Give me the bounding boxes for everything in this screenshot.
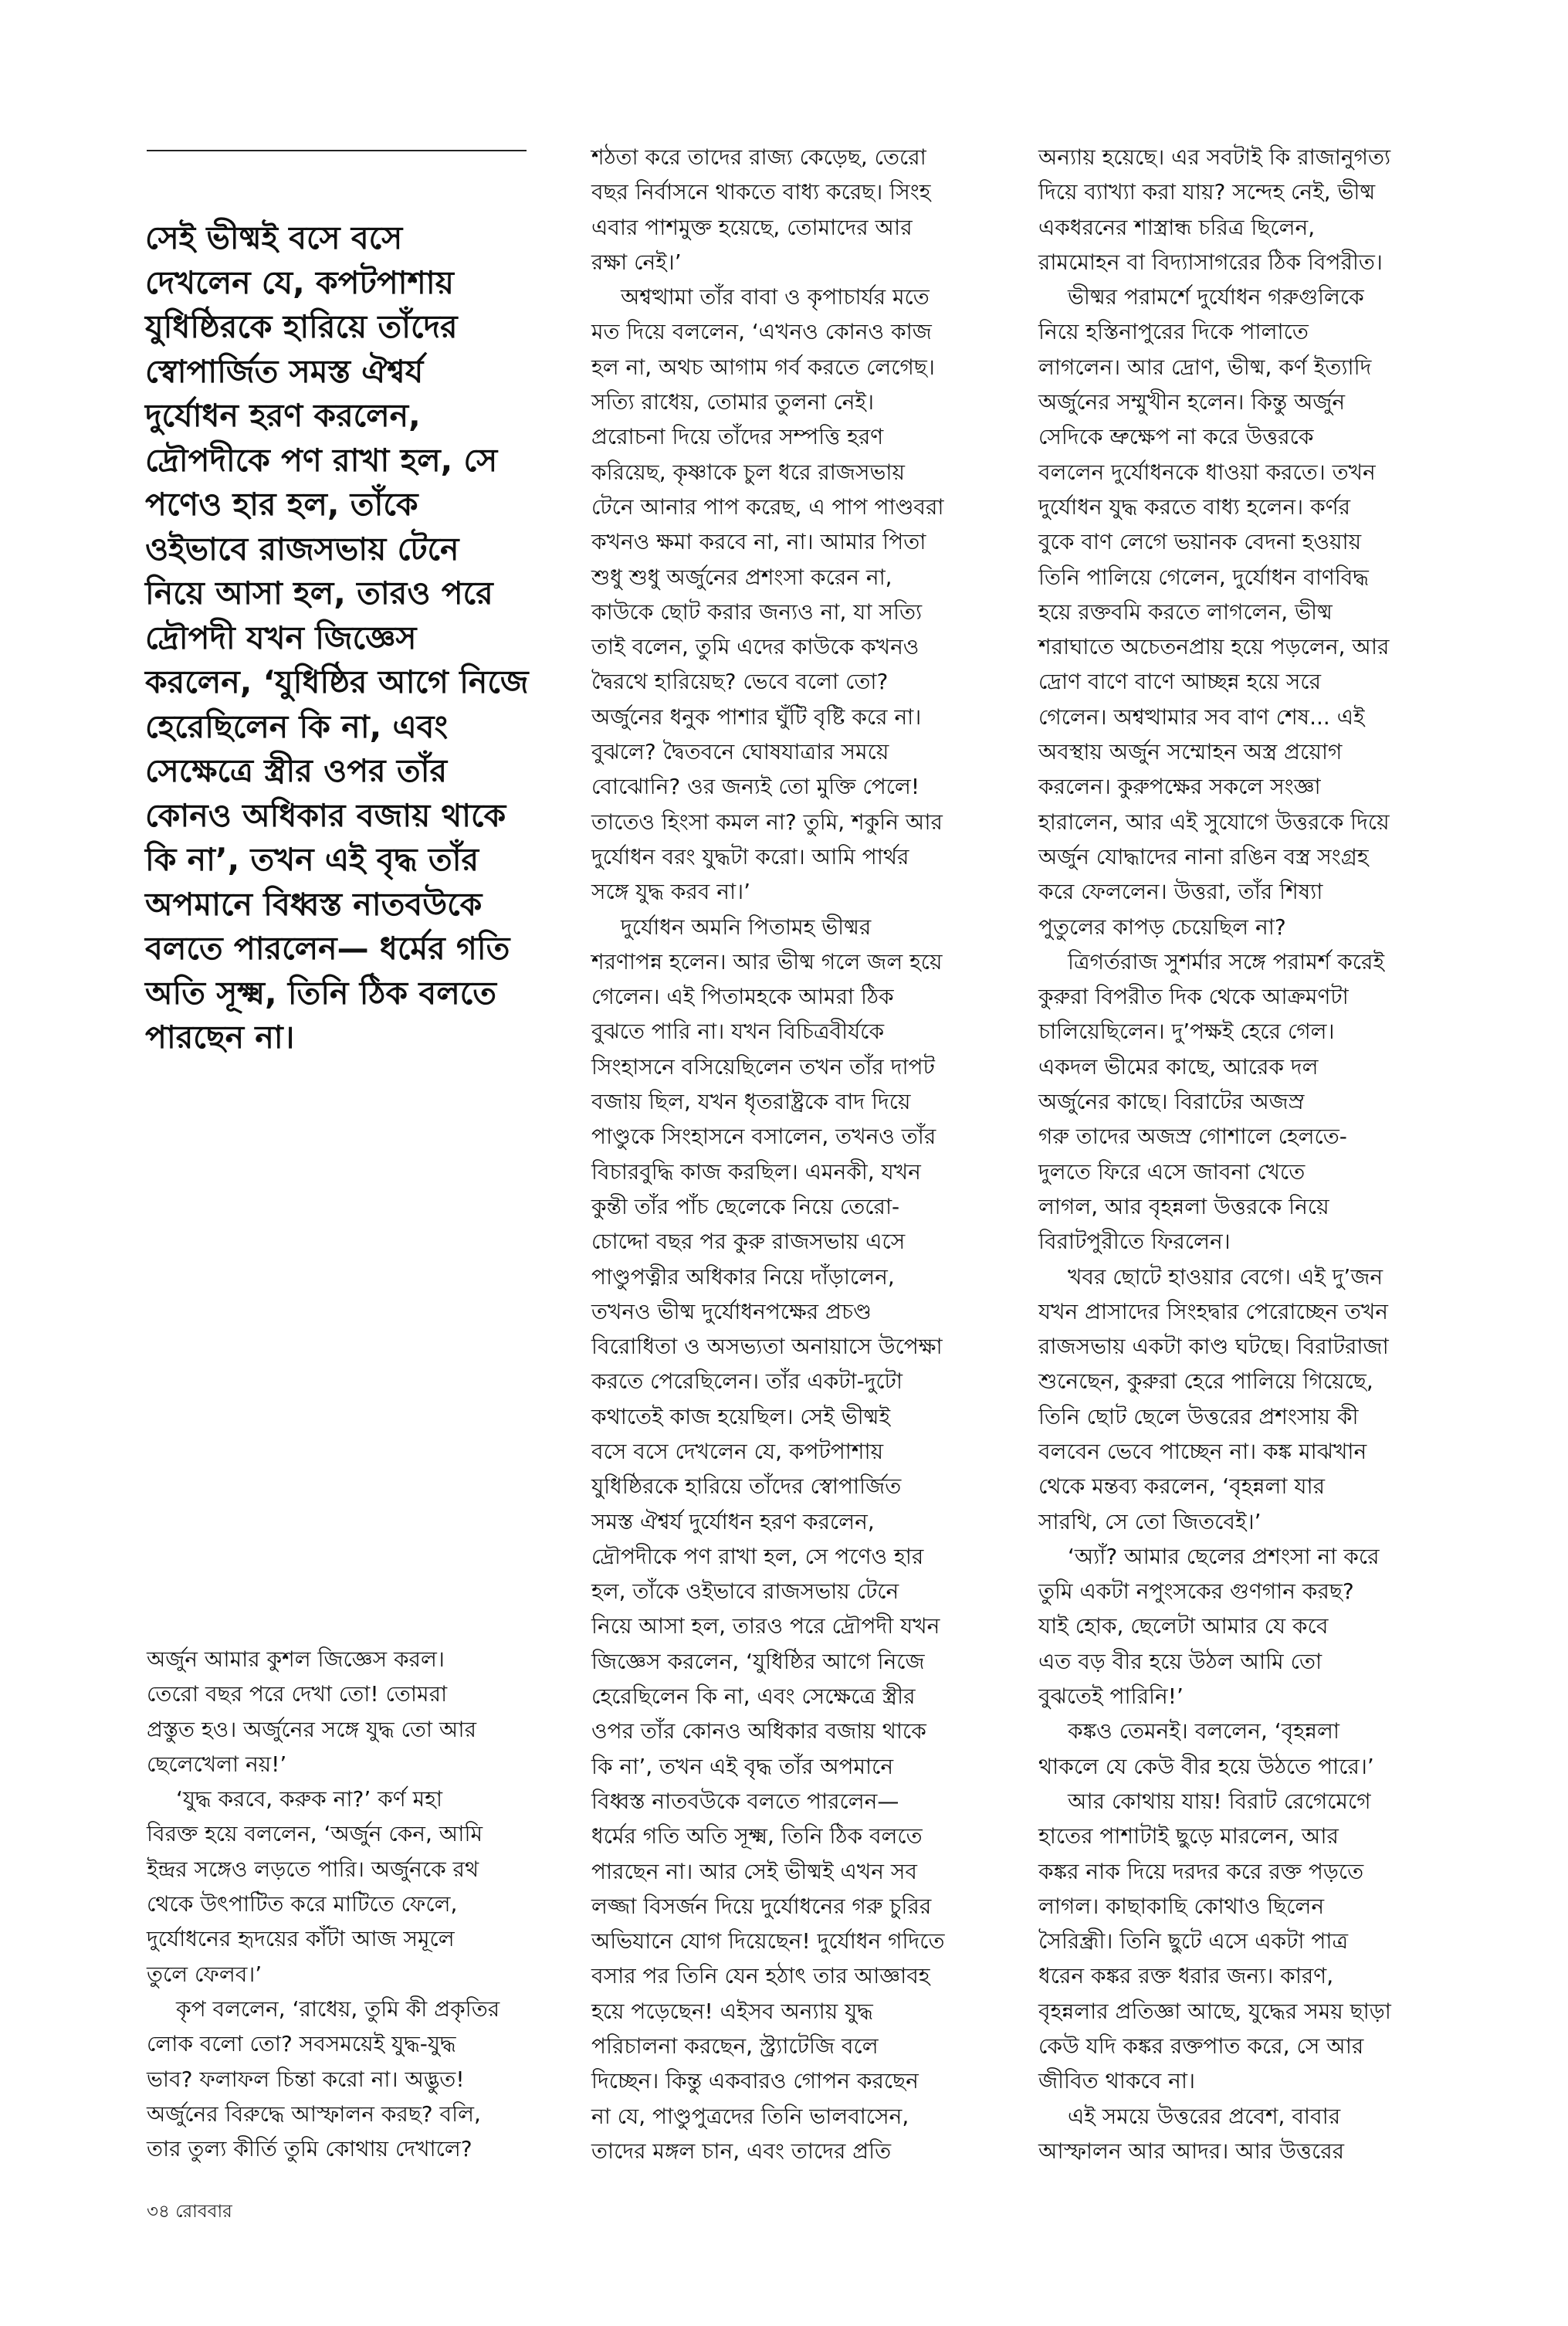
text-line: গেলেন। অশ্বত্থামার সব বাণ শেষ... এই: [1038, 704, 1365, 730]
text-line: চালিয়েছিলেন। দু’পক্ষই হেরে গেল।: [1038, 1019, 1335, 1045]
text-line: যাই হোক, ছেলেটা আমার যে কবে: [1038, 1613, 1329, 1639]
text-line: লোক বলো তো? সবসময়েই যুদ্ধ-যুদ্ধ: [147, 2031, 456, 2057]
text-line: করলেন। কুরুপক্ষের সকলে সংজ্ঞা: [1038, 774, 1321, 800]
pull-quote-line: সেই ভীষ্মই বসে বসে: [145, 219, 403, 256]
text-line: ইন্দ্রর সঙ্গেও লড়তে পারি। অর্জুনকে রথ: [147, 1856, 479, 1882]
text-line: দ্রৌপদীকে পণ রাখা হল, সে পণেও হার: [591, 1543, 924, 1569]
text-line: ‘যুদ্ধ করবে, করুক না?’ কর্ণ মহা: [176, 1786, 442, 1812]
text-line: তুলে ফেলব।’: [147, 1961, 262, 1987]
pull-quote-line: অতি সূক্ষ্ম, তিনি ঠিক বলতে: [145, 974, 496, 1012]
text-line: তেরো বছর পরে দেখা তো! তোমরা: [147, 1681, 448, 1707]
text-line: অর্জুন যোদ্ধাদের নানা রঙিন বস্ত্র সংগ্রহ: [1038, 843, 1369, 870]
text-line: খবর ছোটে হাওয়ার বেগে। এই দু’জন: [1068, 1263, 1383, 1290]
text-line: না যে, পাণ্ডুপুত্রদের তিনি ভালবাসেন,: [591, 2103, 909, 2129]
text-line: বিচারবুদ্ধি কাজ করছিল। এমনকী, যখন: [591, 1158, 921, 1185]
text-line: প্ররোচনা দিয়ে তাঁদের সম্পত্তি হরণ: [591, 424, 884, 450]
text-line: ওপর তাঁর কোনও অধিকার বজায় থাকে: [591, 1718, 926, 1744]
text-line: ভাব? ফলাফল চিন্তা করো না। অদ্ভুত!: [147, 2066, 465, 2092]
text-line: বিরাটপুরীতে ফিরলেন।: [1038, 1229, 1231, 1255]
text-line: তিনি ছোট ছেলে উত্তরের প্রশংসায় কী: [1038, 1403, 1359, 1429]
text-line: বসার পর তিনি যেন হঠাৎ তার আজ্ঞাবহ: [591, 1963, 930, 1989]
text-line: দুর্যোধনের হৃদয়ের কাঁটা আজ সমূলে: [147, 1926, 455, 1952]
text-line: করে ফেললেন। উত্তরা, তাঁর শিষ্যা: [1038, 879, 1323, 905]
text-line: কুরুরা বিপরীত দিক থেকে আক্রমণটা: [1038, 984, 1349, 1010]
text-line: এই সময়ে উত্তরের প্রবেশ, বাবার: [1068, 2103, 1341, 2129]
text-line: এবার পাশমুক্ত হয়েছে, তোমাদের আর: [591, 214, 913, 240]
text-line: বুকে বাণ লেগে ভয়ানক বেদনা হওয়ায়: [1038, 529, 1362, 555]
text-line: অভিযানে যোগ দিয়েছেন! দুর্যোধন গদিতে: [591, 1928, 945, 1955]
pull-quote-line: দেখলেন যে, কপটপাশায়: [145, 263, 454, 301]
text-line: বসে বসে দেখলেন যে, কপটপাশায়: [591, 1438, 884, 1464]
text-line: দিচ্ছেন। কিন্তু একবারও গোপন করছেন: [591, 2068, 919, 2094]
text-line: লজ্জা বিসর্জন দিয়ে দুর্যোধনের গরু চুরির: [591, 1893, 932, 1919]
text-line: সত্যি রাধেয়, তোমার তুলনা নেই।: [591, 389, 875, 415]
pull-quote-line: ওইভাবে রাজসভায় টেনে: [145, 530, 459, 568]
text-line: ধর্মের গতি অতি সূক্ষ্ম, তিনি ঠিক বলতে: [591, 1823, 923, 1850]
text-line: দিয়ে ব্যাখ্যা করা যায়? সন্দেহ নেই, ভীষ্ম: [1038, 179, 1376, 205]
text-line: পাণ্ডুকে সিংহাসনে বসালেন, তখনও তাঁর: [591, 1124, 936, 1150]
text-line: নিয়ে আসা হল, তারও পরে দ্রৌপদী যখন: [591, 1613, 940, 1639]
text-line: তাতেও হিংসা কমল না? তুমি, শকুনি আর: [591, 809, 943, 835]
text-line: দ্বৈরথে হারিয়েছ? ভেবে বলো তো?: [591, 669, 889, 695]
text-line: জীবিত থাকবে না।: [1038, 2068, 1195, 2094]
text-line: একধরনের শাস্ত্রান্ধ চরিত্র ছিলেন,: [1038, 214, 1316, 240]
text-line: অর্জুনের সম্মুখীন হলেন। কিন্তু অর্জুন: [1038, 389, 1346, 415]
text-line: দুর্যোধন অমনি পিতামহ ভীষ্মর: [621, 914, 872, 940]
text-line: ত্রিগর্তরাজ সুশর্মার সঙ্গে পরামর্শ করেই: [1068, 948, 1385, 975]
text-line: বিরক্ত হয়ে বললেন, ‘অর্জুন কেন, আমি: [147, 1821, 483, 1847]
text-line: এত বড় বীর হয়ে উঠল আমি তো: [1038, 1648, 1322, 1674]
pull-quote-line: বলতে পারলেন— ধর্মের গতি: [145, 930, 510, 967]
text-line: লাগলেন। আর দ্রোণ, ভীষ্ম, কর্ণ ইত্যাদি: [1038, 354, 1372, 380]
text-line: সঙ্গে যুদ্ধ করব না।’: [591, 879, 751, 905]
text-line: আস্ফালন আর আদর। আর উত্তরের: [1038, 2138, 1344, 2164]
text-line: তাই বলেন, তুমি এদের কাউকে কখনও: [591, 634, 919, 660]
text-line: বলবেন ভেবে পাচ্ছেন না। কঙ্ক মাঝখান: [1038, 1438, 1367, 1464]
text-line: থেকে মন্তব্য করলেন, ‘বৃহন্নলা যার: [1038, 1473, 1326, 1500]
pull-quote-line: করলেন, ‘যুধিষ্ঠির আগে নিজে: [145, 663, 529, 700]
text-line: অর্জুন আমার কুশল জিজ্ঞেস করল।: [147, 1646, 445, 1672]
text-line: বৃহন্নলার প্রতিজ্ঞা আছে, যুদ্ধের সময় ছাড়া: [1038, 1998, 1391, 2024]
text-line: অবস্থায় অর্জুন সম্মোহন অস্ত্র প্রয়োগ: [1038, 739, 1343, 765]
text-line: ছেলেখেলা নয়!’: [147, 1751, 287, 1777]
text-line: প্রস্তুত হও। অর্জুনের সঙ্গে যুদ্ধ তো আর: [147, 1716, 476, 1742]
text-line: থাকলে যে কেউ বীর হয়ে উঠতে পারে।’: [1038, 1753, 1374, 1779]
text-line: গেলেন। এই পিতামহকে আমরা ঠিক: [591, 984, 894, 1010]
text-line: তখনও ভীষ্ম দুর্যোধনপক্ষের প্রচণ্ড: [591, 1298, 872, 1324]
body-column-1: [147, 1642, 533, 2166]
pull-quote-line: নিয়ে আসা হল, তারও পরে: [145, 575, 493, 612]
text-line: সমস্ত ঐশ্বর্য দুর্যোধন হরণ করলেন,: [591, 1508, 875, 1534]
pull-quote-line: পণেও হার হল, তাঁকে: [145, 486, 418, 523]
text-line: হেরেছিলেন কি না, এবং সেক্ষেত্রে স্ত্রীর: [591, 1683, 916, 1710]
text-line: শঠতা করে তাদের রাজ্য কেড়েছ, তেরো: [591, 144, 926, 170]
text-line: তুমি একটা নপুংসকের গুণগান করছ?: [1038, 1578, 1354, 1605]
pull-quote-line: দ্রৌপদীকে পণ রাখা হল, সে: [145, 441, 498, 479]
text-line: হয়ে রক্তবমি করতে লাগলেন, ভীষ্ম: [1038, 598, 1333, 625]
text-line: লাগল। কাছাকাছি কোথাও ছিলেন: [1038, 1893, 1325, 1919]
text-line: কৃপ বললেন, ‘রাধেয়, তুমি কী প্রকৃতির: [176, 1995, 500, 2022]
text-line: বললেন দুর্যোধনকে ধাওয়া করতে। তখন: [1038, 459, 1376, 485]
text-line: বুঝতেই পারিনি!’: [1038, 1683, 1184, 1710]
text-line: অন্যায় হয়েছে। এর সবটাই কি রাজানুগত্য: [1038, 144, 1391, 170]
text-line: ধরেন কঙ্কর রক্ত ধরার জন্য। কারণ,: [1038, 1963, 1334, 1989]
text-line: পাণ্ডুপত্নীর অধিকার নিয়ে দাঁড়ালেন,: [591, 1263, 895, 1290]
text-line: তার তুল্য কীর্তি তুমি কোথায় দেখালে?: [147, 2136, 472, 2162]
pull-quote-line: হেরেছিলেন কি না, এবং: [145, 707, 449, 745]
text-line: জিজ্ঞেস করলেন, ‘যুধিষ্ঠির আগে নিজে: [591, 1648, 925, 1674]
text-line: বুঝলে? দ্বৈতবনে ঘোষযাত্রার সময়ে: [591, 739, 889, 765]
text-line: দুলতে ফিরে এসে জাবনা খেতে: [1038, 1158, 1306, 1185]
text-line: কথাতেই কাজ হয়েছিল। সেই ভীষ্মই: [591, 1403, 891, 1429]
text-line: রক্ষা নেই।’: [591, 249, 682, 275]
text-line: পরিচালনা করছেন, স্ট্র্যাটেজি বলে: [591, 2033, 879, 2060]
text-line: শরাঘাতে অচেতনপ্রায় হয়ে পড়লেন, আর: [1038, 634, 1390, 660]
text-line: কঙ্কর নাক দিয়ে দরদর করে রক্ত পড়তে: [1038, 1858, 1364, 1884]
text-line: অর্জুনের ধনুক পাশার ঘুঁটি বৃষ্টি করে না।: [591, 704, 922, 730]
text-line: থেকে উৎপাটিত করে মাটিতে ফেলে,: [147, 1891, 458, 1917]
text-line: হাতের পাশাটাই ছুড়ে মারলেন, আর: [1038, 1823, 1339, 1850]
text-line: কাউকে ছোট করার জন্যও না, যা সত্যি: [591, 598, 923, 625]
pull-quote-line: কি না’, তখন এই বৃদ্ধ তাঁর: [145, 841, 479, 878]
text-line: বিরোধিতা ও অসভ্যতা অনায়াসে উপেক্ষা: [591, 1334, 943, 1360]
text-line: করতে পেরেছিলেন। তাঁর একটা-দুটো: [591, 1368, 903, 1395]
text-line: গরু তাদের অজস্র গোশালে হেলতে-: [1038, 1124, 1347, 1150]
text-line: কখনও ক্ষমা করবে না, না। আমার পিতা: [591, 529, 926, 555]
text-line: বোঝোনি? ওর জন্যই তো মুক্তি পেলে!: [591, 774, 920, 800]
text-line: বজায় ছিল, যখন ধৃতরাষ্ট্রকে বাদ দিয়ে: [591, 1089, 911, 1115]
body-column-2: [591, 140, 977, 2168]
text-line: দুর্যোধন যুদ্ধ করতে বাধ্য হলেন। কর্ণর: [1038, 493, 1351, 520]
text-line: বিধ্বস্ত নাতবউকে বলতে পারলেন—: [591, 1788, 899, 1814]
pull-quote-line: পারছেন না।: [145, 1019, 295, 1056]
pull-quote: [145, 216, 547, 1060]
text-line: অর্জুনের বিরুদ্ধে আস্ফালন করছ? বলি,: [147, 2101, 481, 2127]
text-line: সৈরিন্ধ্রী। তিনি ছুটে এসে একটা পাত্র: [1038, 1928, 1349, 1955]
text-line: বছর নির্বাসনে থাকতে বাধ্য করেছ। সিংহ: [591, 179, 931, 205]
pull-quote-line: স্বোপার্জিত সমস্ত ঐশ্বর্য: [145, 352, 424, 390]
text-line: একদল ভীমের কাছে, আরেক দল: [1038, 1053, 1319, 1080]
pull-quote-line: কোনও অধিকার বজায় থাকে: [145, 796, 506, 834]
text-line: নিয়ে হস্তিনাপুরের দিকে পালাতে: [1038, 319, 1309, 345]
text-line: যুধিষ্ঠিরকে হারিয়ে তাঁদের স্বোপার্জিত: [591, 1473, 902, 1500]
text-line: হল, তাঁকে ওইভাবে রাজসভায় টেনে: [591, 1578, 899, 1605]
text-line: যখন প্রাসাদের সিংহদ্বার পেরোচ্ছেন তখন: [1038, 1298, 1388, 1324]
text-line: পুতুলের কাপড় চেয়েছিল না?: [1038, 914, 1286, 940]
body-column-3: [1038, 140, 1432, 2168]
text-line: কঙ্কও তেমনই। বললেন, ‘বৃহন্নলা: [1068, 1718, 1339, 1744]
pull-quote-line: অপমানে বিধ্বস্ত নাতবউকে: [145, 885, 483, 923]
text-line: চোদ্দো বছর পর কুরু রাজসভায় এসে: [591, 1229, 906, 1255]
page-folio: ৩৪ রোববার: [147, 2202, 232, 2222]
text-line: হারালেন, আর এই সুযোগে উত্তরকে দিয়ে: [1038, 809, 1390, 835]
text-line: শরণাপন্ন হলেন। আর ভীষ্ম গলে জল হয়ে: [591, 948, 943, 975]
text-line: তাদের মঙ্গল চান, এবং তাদের প্রতি: [591, 2138, 892, 2164]
text-line: সিংহাসনে বসিয়েছিলেন তখন তাঁর দাপট: [591, 1053, 935, 1080]
pull-quote-top-rule: [147, 150, 527, 151]
text-line: শুধু শুধু অর্জুনের প্রশংসা করেন না,: [591, 564, 892, 590]
text-line: অশ্বত্থামা তাঁর বাবা ও কৃপাচার্যর মতে: [621, 284, 930, 310]
text-line: সেদিকে ভ্রুক্ষেপ না করে উত্তরকে: [1038, 424, 1314, 450]
text-line: বুঝতে পারি না। যখন বিচিত্রবীর্যকে: [591, 1019, 885, 1045]
text-line: কি না’, তখন এই বৃদ্ধ তাঁর অপমানে: [591, 1753, 894, 1779]
text-line: শুনেছেন, কুরুরা হেরে পালিয়ে গিয়েছে,: [1038, 1368, 1373, 1395]
text-line: দুর্যোধন বরং যুদ্ধটা করো। আমি পার্থর: [591, 843, 909, 870]
text-line: লাগল, আর বৃহন্নলা উত্তরকে নিয়ে: [1038, 1193, 1329, 1219]
pull-quote-line: দ্রৌপদী যখন জিজ্ঞেস: [145, 619, 417, 656]
text-line: রাজসভায় একটা কাণ্ড ঘটছে। বিরাটরাজা: [1038, 1334, 1389, 1360]
text-line: রামমোহন বা বিদ্যাসাগরের ঠিক বিপরীত।: [1038, 249, 1383, 275]
text-line: কুন্তী তাঁর পাঁচ ছেলেকে নিয়ে তেরো-: [591, 1193, 900, 1219]
pull-quote-line: সেক্ষেত্রে স্ত্রীর ওপর তাঁর: [145, 752, 448, 789]
text-line: তিনি পালিয়ে গেলেন, দুর্যোধন বাণবিদ্ধ: [1038, 564, 1369, 590]
text-line: টেনে আনার পাপ করেছ, এ পাপ পাণ্ডবরা: [591, 493, 944, 520]
pull-quote-line: দুর্যোধন হরণ করলেন,: [145, 397, 421, 434]
text-line: অর্জুনের কাছে। বিরাটের অজস্র: [1038, 1089, 1305, 1115]
text-line: পারছেন না। আর সেই ভীষ্মই এখন সব: [591, 1858, 917, 1884]
text-line: সারথি, সে তো জিতবেই।’: [1038, 1508, 1262, 1534]
text-line: ‘অ্যাঁ? আমার ছেলের প্রশংসা না করে: [1068, 1543, 1380, 1569]
text-line: মত দিয়ে বললেন, ‘এখনও কোনও কাজ: [591, 319, 932, 345]
text-line: হল না, অথচ আগাম গর্ব করতে লেগেছ।: [591, 354, 935, 380]
text-line: আর কোথায় যায়! বিরাট রেগেমেগে: [1068, 1788, 1371, 1814]
text-line: করিয়েছ, কৃষ্ণাকে চুল ধরে রাজসভায়: [591, 459, 905, 485]
text-line: ভীষ্মর পরামর্শে দুর্যোধন গরুগুলিকে: [1068, 284, 1364, 310]
text-line: হয়ে পড়েছেন! এইসব অন্যায় যুদ্ধ: [591, 1998, 873, 2024]
text-line: দ্রোণ বাণে বাণে আচ্ছন্ন হয়ে সরে: [1038, 669, 1322, 695]
pull-quote-line: যুধিষ্ঠিরকে হারিয়ে তাঁদের: [145, 308, 458, 345]
text-line: কেউ যদি কঙ্কর রক্তপাত করে, সে আর: [1038, 2033, 1364, 2060]
